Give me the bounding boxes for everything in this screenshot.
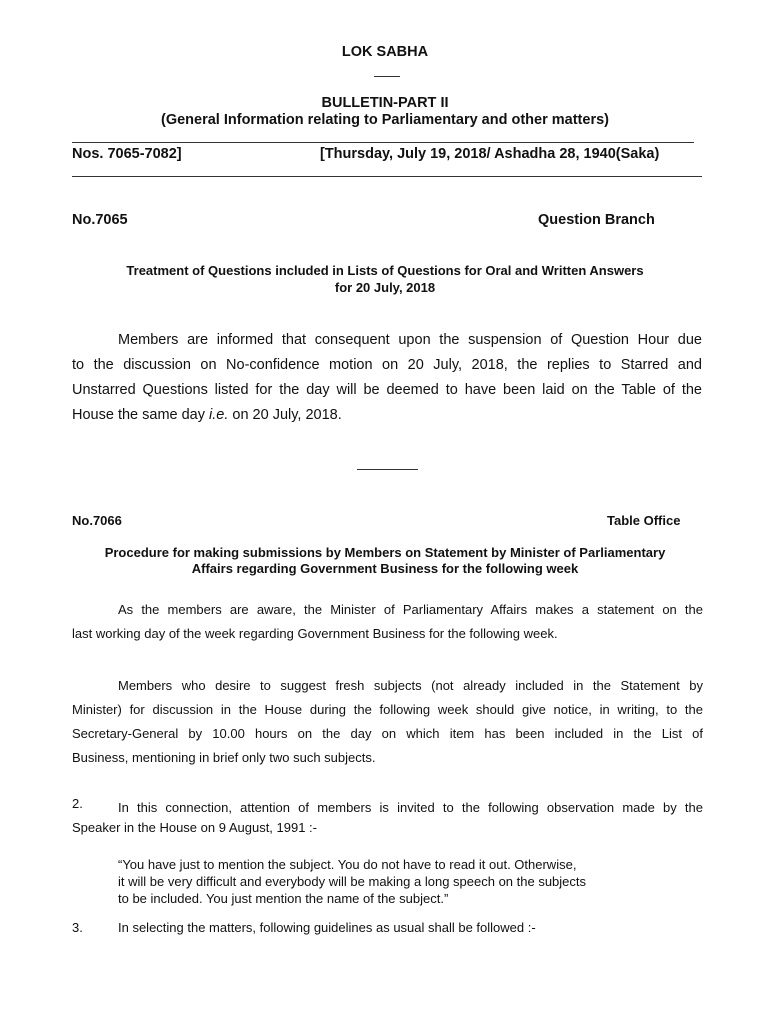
- header-rule-top: [72, 142, 694, 143]
- item2-paragraph2: [72, 674, 703, 770]
- bulletin-subtitle: (General Information relating to Parliamentary and other matters): [161, 112, 609, 128]
- quote-line: to be included. You just mention the name of the subject.”: [118, 891, 449, 906]
- item2-title-line2: Affairs regarding Government Business for the following week: [191, 561, 579, 576]
- paragraph-line: Members are informed that consequent upon the suspension of Question Hour due: [118, 332, 702, 348]
- paragraph-line: Members who desire to suggest fresh subjects (not already included in the Statement by: [118, 678, 703, 693]
- item1-paragraph: [72, 328, 702, 428]
- item2-title-line1: Procedure for making submissions by Members on Statement by Minister of Parliamentary: [104, 545, 666, 560]
- paragraph-line: Secretary-General by 10.00 hours on the day on which item has been included in the List of: [72, 726, 703, 741]
- italic-text: i.e.: [209, 407, 229, 423]
- header-rule-bottom: [72, 176, 702, 177]
- paragraph-line: Unstarred Questions listed for the day will be deemed to have been laid on the Table of the: [72, 382, 702, 398]
- item1-title-line2: for 20 July, 2018: [334, 280, 436, 295]
- quote-line: it will be very difficult and everybody will be making a long speech on the subjects: [118, 874, 587, 889]
- point-3-number: 3.: [72, 920, 83, 935]
- item-branch-table-office: Table Office: [607, 513, 681, 528]
- point-2-text-cont: Speaker in the House on 9 August, 1991 :-: [72, 820, 318, 835]
- item-branch-question: Question Branch: [538, 212, 655, 228]
- paragraph-line: As the members are aware, the Minister of Parliamentary Affairs makes a statement on the: [118, 602, 703, 617]
- item2-paragraph1: [72, 598, 703, 646]
- point-3-text: In selecting the matters, following guidelines as usual shall be followed :-: [118, 920, 536, 935]
- house-title: LOK SABHA: [341, 44, 429, 60]
- bulletin-date: [Thursday, July 19, 2018/ Ashadha 28, 1940(Saka): [320, 146, 660, 162]
- quote-line: “You have just to mention the subject. You do not have to read it out. Otherwise,: [118, 857, 577, 872]
- paragraph-line: Business, mentioning in brief only two such subjects.: [72, 750, 376, 765]
- paragraph-line: In this connection, attention of members is invited to the following observation made by the: [118, 800, 703, 815]
- paragraph-line: [72, 403, 702, 428]
- title-underline: [374, 76, 400, 77]
- speaker-quote: [118, 856, 586, 907]
- section-divider: [357, 469, 418, 470]
- text-run: House the same day: [72, 407, 210, 423]
- bulletin-numbers: Nos. 7065-7082]: [72, 146, 182, 162]
- item-number-7065: No.7065: [72, 212, 128, 228]
- paragraph-line: last working day of the week regarding Government Business for the following week.: [72, 626, 558, 641]
- paragraph-line: Minister) for discussion in the House during the following week should give notice, in writing, to the: [72, 702, 703, 717]
- item1-title-line1: Treatment of Questions included in Lists of Questions for Oral and Written Answers: [126, 263, 644, 278]
- item-number-7066: No.7066: [72, 513, 122, 528]
- text-run: on 20 July, 2018.: [228, 407, 342, 423]
- bulletin-title: BULLETIN-PART II: [321, 95, 449, 111]
- point-2-text: [118, 796, 703, 820]
- point-2-number: 2.: [72, 796, 83, 811]
- paragraph-line: to the discussion on No-confidence motion on 20 July, 2018, the replies to Starred and: [72, 357, 702, 373]
